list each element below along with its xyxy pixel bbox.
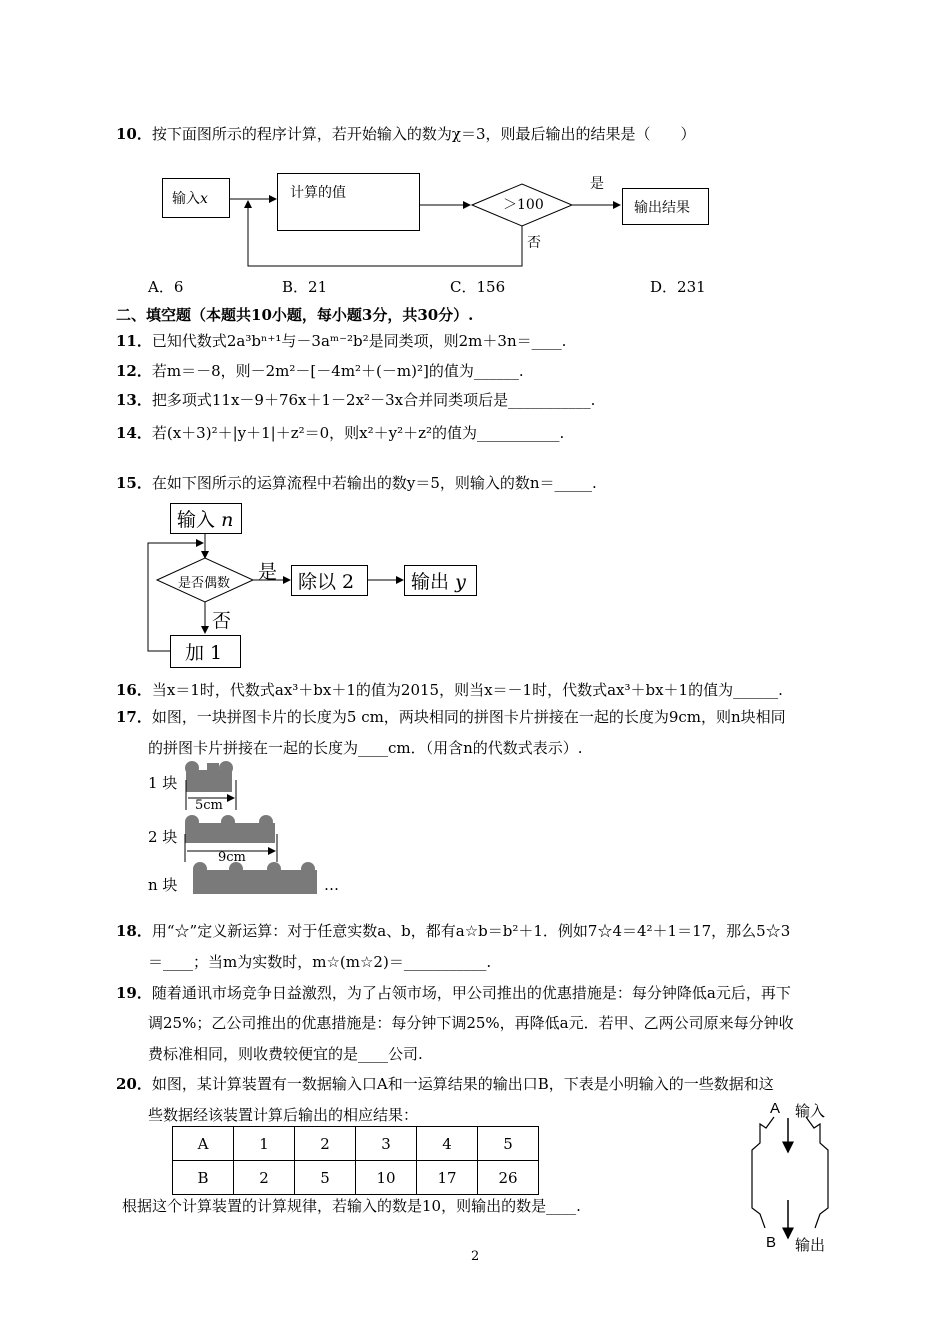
q10-option-d: D．231: [650, 278, 706, 296]
q10-output-label: 输出结果: [634, 200, 690, 216]
q16-number: 16．: [116, 681, 152, 699]
q14-number: 14．: [116, 424, 152, 442]
q12-text: 若m＝－8，则－2m²－[－4m²＋(－m)²]的值为______.: [151, 362, 524, 380]
q20-line2: 些数据经该装置计算后输出的相应结果：: [148, 1106, 419, 1124]
q17-label-1: 1 块: [148, 774, 178, 792]
q18-line2: ＝____；当m为实数时，m☆(m☆2)＝___________.: [148, 953, 492, 971]
q20-text-1: 如图，某计算装置有一数据输入口A和一运算结果的输出口B，下表是小明输入的一些数据和这: [151, 1075, 774, 1093]
table-cell: 17: [417, 1161, 478, 1195]
q15-yes-label: 是: [258, 561, 278, 583]
q15-condition-label: 是否偶数: [178, 576, 231, 591]
q19-line2: 调25%；乙公司推出的优惠措施是：每分钟下调25%，再降低a元．若甲、乙两公司原来每分钟收: [148, 1014, 794, 1032]
q12-number: 12．: [116, 362, 152, 380]
q13-number: 13．: [116, 391, 152, 409]
q15-input-var: n: [221, 509, 234, 531]
table-cell: B: [173, 1161, 234, 1195]
table-cell: 5: [295, 1161, 356, 1195]
table-cell: 4: [417, 1127, 478, 1161]
q20-device-input: 输入: [795, 1103, 826, 1120]
page-number: 2: [471, 1249, 480, 1264]
q10-compute-label: 计算的值: [290, 185, 346, 201]
q10-no-label: 否: [527, 235, 541, 251]
table-cell: 1: [234, 1127, 295, 1161]
q17-dim-9cm: 9cm: [218, 850, 246, 865]
q15-divide-label: 除以 2: [298, 571, 355, 593]
q17-ellipsis: …: [324, 876, 339, 894]
q17-dim-5cm: 5cm: [195, 798, 223, 813]
q17-label-n: n 块: [148, 876, 178, 894]
q10-condition-label: ＞100: [503, 197, 544, 213]
table-cell: 3: [356, 1127, 417, 1161]
q10-input-text: 输入: [172, 191, 200, 207]
q19-number: 19．: [116, 984, 152, 1002]
q16-text: 当x＝1时，代数式ax³＋bx＋1的值为2015，则当x＝－1时，代数式ax³＋bx＋1的值为______.: [151, 681, 783, 699]
q20-device-b: B: [766, 1234, 777, 1251]
q13-text: 把多项式11x－9＋76x＋1－2x²－3x合并同类项后是___________.: [151, 391, 596, 409]
q14-text: 若(x＋3)²＋|y＋1|＋z²＝0，则x²＋y²＋z²的值为___________.: [151, 424, 565, 442]
q18-text-1: 用“☆”定义新运算：对于任意实数a、b，都有a☆b＝b²＋1．例如7☆4＝4²＋1＝17，那么5☆3: [151, 922, 791, 940]
section-heading: 二、填空题（本题共10小题，每小题3分，共30分）.: [116, 306, 474, 324]
q17-line2: 的拼图卡片拼接在一起的长度为____cm．（用含n的代数式表示）.: [148, 739, 583, 757]
q10-text: 按下面图所示的程序计算，若开始输入的数为χ＝3，则最后输出的结果是（ ）: [151, 125, 696, 143]
q15-text: 在如下图所示的运算流程中若输出的数y＝5，则输入的数n＝_____.: [151, 474, 597, 492]
q10-option-c: C．156: [450, 278, 506, 296]
q15-output-var: y: [455, 571, 466, 593]
table-cell: A: [173, 1127, 234, 1161]
q20-number: 20．: [116, 1075, 152, 1093]
q18-number: 18．: [116, 922, 152, 940]
q15-add-label: 加 1: [185, 642, 223, 664]
q19-text-1: 随着通讯市场竞争日益激烈，为了占领市场，甲公司推出的优惠措施是：每分钟降低a元后，再下: [151, 984, 791, 1002]
q11-number: 11．: [116, 332, 152, 350]
q15-input-text: 输入: [177, 509, 216, 531]
q20-line3: 根据这个计算装置的计算规律，若输入的数是10，则输出的数是____.: [122, 1197, 581, 1215]
table-cell: 26: [478, 1161, 539, 1195]
q17-text-1: 如图，一块拼图卡片的长度为5 cm，两块相同的拼图卡片拼接在一起的长度为9cm，则n块相同: [151, 708, 786, 726]
q15-output-text: 输出: [411, 571, 450, 593]
q20-device-output: 输出: [795, 1237, 826, 1254]
q10-input-var: x: [200, 191, 208, 207]
q17-number: 17．: [116, 708, 152, 726]
table-cell: 10: [356, 1161, 417, 1195]
q10-option-a: A．6: [148, 278, 184, 296]
q10-number: 10．: [116, 125, 152, 143]
q11-text: 已知代数式2a³bⁿ⁺¹与－3aᵐ⁻²b²是同类项，则2m＋3n＝____.: [151, 332, 567, 350]
q17-label-2: 2 块: [148, 828, 178, 846]
q10-option-b: B．21: [282, 278, 328, 296]
q10-yes-label: 是: [590, 176, 604, 192]
table-cell: 2: [234, 1161, 295, 1195]
q15-number: 15．: [116, 474, 152, 492]
table-cell: 5: [478, 1127, 539, 1161]
q15-no-label: 否: [212, 610, 232, 632]
table-cell: 2: [295, 1127, 356, 1161]
q19-line3: 费标准相同，则收费较便宜的是____公司.: [148, 1045, 423, 1063]
q20-device-a: A: [770, 1100, 781, 1117]
